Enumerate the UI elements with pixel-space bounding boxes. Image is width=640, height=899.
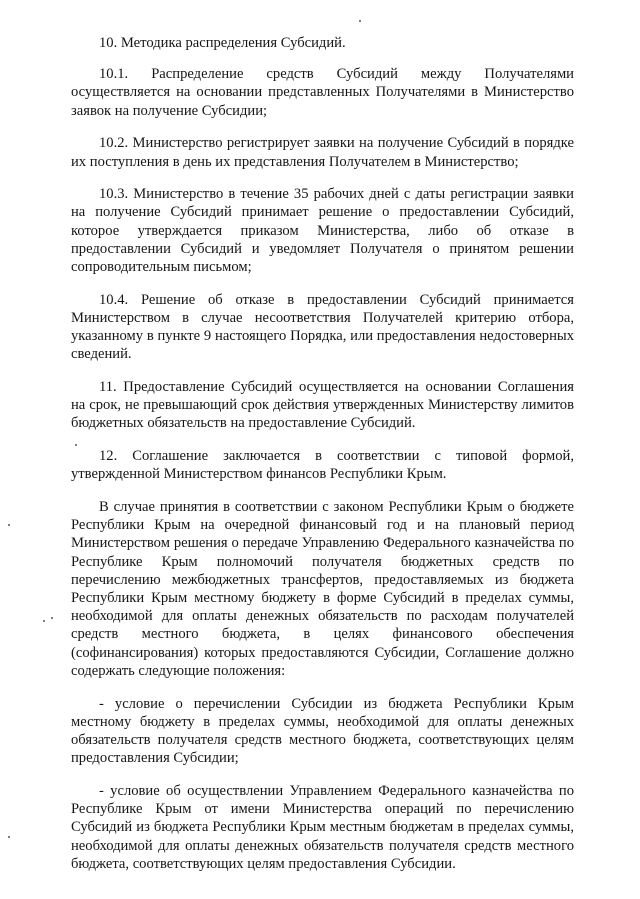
scan-speck bbox=[359, 20, 361, 22]
section-heading-10: 10. Методика распределения Субсидий. bbox=[99, 35, 346, 51]
scan-speck bbox=[8, 524, 10, 526]
paragraph-12: 12. Соглашение заключается в соответствии с типовой формой, утвержденной Министерством финансов Республики Крым. bbox=[71, 448, 574, 483]
paragraph-10-1: 10.1. Распределение средств Субсидий между Получателями осуществляется на основании представленных Получателями в Министерство заявок на получение Субсидии; bbox=[71, 66, 574, 119]
paragraph-condition-treasury: - условие об осуществлении Управлением Федерального казначейства по Республике Крым от имени Министерства операций по перечислению Субсидий из бюджета Республики Крым местным бюджетам в пределах суммы, необходимой для оплаты денежных обязательств получателя средств местного бюджета, соответствующих целям предоставления Субсидии. bbox=[71, 782, 574, 872]
paragraph-10-3: 10.3. Министерство в течение 35 рабочих дней с даты регистрации заявки на получение Субсидий принимает решение о предоставлении Субсидий, которое утверждается приказом Министерства, либо об отказе в предоставлении Субсидий и уведомляет Получателя о принятом решении сопроводительным письмом; bbox=[71, 186, 574, 276]
scan-speck bbox=[8, 836, 10, 838]
paragraph-agreement-conditions: В случае принятия в соответствии с законом Республики Крым о бюджете Республики Крым на очередной финансовый год и на плановый период Министерством решения о передаче Управлению Федерального казначейства по Республике Крым полномочий получателя бюджетных средств по перечислению межбюджетных трансфертов, предоставляемых из бюджета Республики Крым местному бюджету в форме Субсидий в пределах суммы, необходимой для оплаты денежных обязательств по расходам получателей средств местного бюджета, в целях финансового обеспечения (софинансирования) которых предоставляются Субсидии, Соглашение должно содержать следующие положения: bbox=[71, 499, 574, 679]
paragraph-10-2: 10.2. Министерство регистрирует заявки на получение Субсидий в порядке их поступления в день их представления Получателем в Министерство; bbox=[71, 135, 574, 170]
scan-speck bbox=[51, 617, 53, 619]
paragraph-condition-transfer: - условие о перечислении Субсидии из бюджета Республики Крым местному бюджету в пределах суммы, необходимой для оплаты денежных обязательств получателя средств местного бюджета, соответствующих целям предоставления Субсидии; bbox=[71, 695, 574, 767]
paragraph-10-4: 10.4. Решение об отказе в предоставлении Субсидий принимается Министерством в случае несоответствия Получателей критерию отбора, указанному в пункте 9 настоящего Порядка, или предоставления недостоверных сведений. bbox=[71, 291, 574, 363]
paragraph-11: 11. Предоставление Субсидий осуществляется на основании Соглашения на срок, не превышающий срок действия утвержденных Министерству лимитов бюджетных обязательств на предоставление Субсидий. bbox=[71, 379, 574, 432]
document-body bbox=[71, 34, 574, 887]
scan-speck bbox=[43, 620, 45, 622]
scan-speck bbox=[75, 444, 77, 446]
